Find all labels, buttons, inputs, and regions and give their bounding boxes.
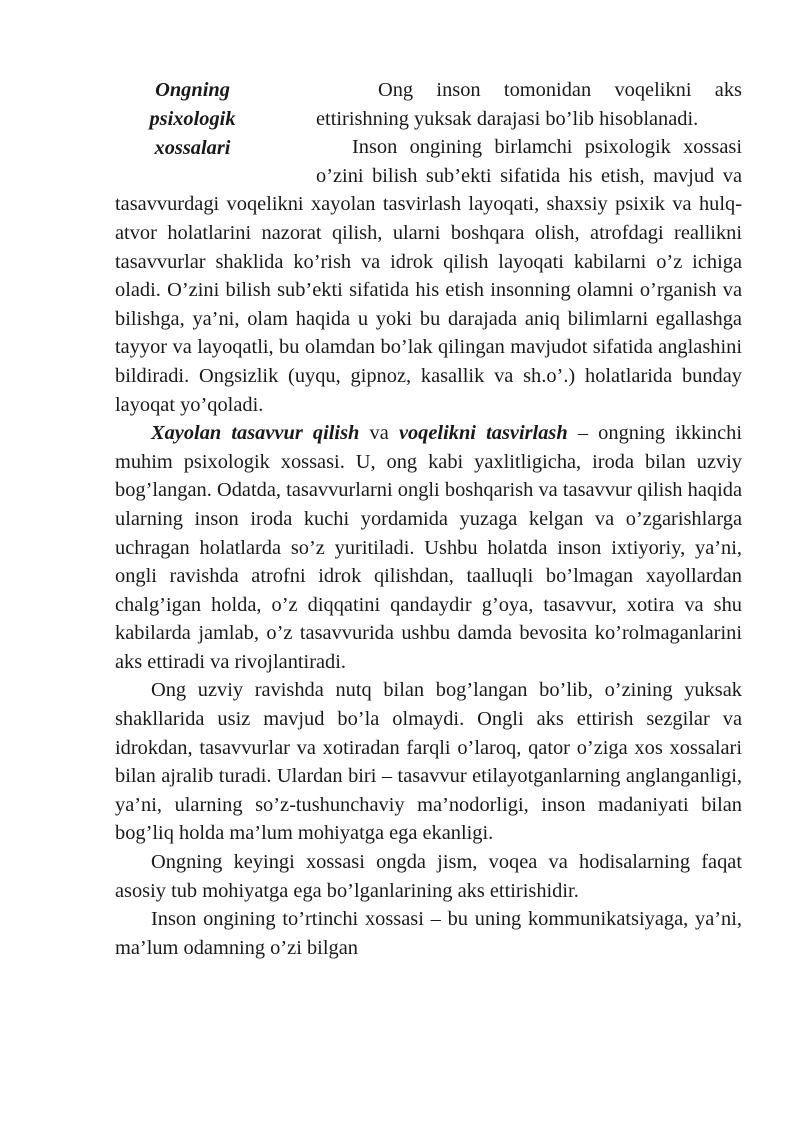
paragraph-second-property: [115, 419, 742, 676]
paragraph-speech-connection: Ong uzviy ravishda nutq bilan bog’langan bo’lib, o’zining yuksak shakllarida usiz mavjud bo’la olmaydi. Ongli aks ettirish sezgilar va idrokdan, tasavvurlar va xotiradan farqli o’laroq, qator o’ziga xos xossalari bilan ajralib turadi. Ulardan biri – tasavvur etilayotganlarning anglanganligi, ya’ni, ularning so’z-tushunchaviy ma’nodorligi, inson madaniyati bilan bog’liq holda ma’lum mohiyatga ega ekanligi.: [115, 679, 742, 845]
side-heading-line: xossalari: [154, 137, 231, 159]
paragraph-fourth-property: Inson ongining to’rtinchi xossasi – bu uning kommunikatsiyaga, ya’ni, ma’lum odamning o’zi bilgan: [115, 908, 742, 959]
paragraph-first-property: Inson ongining birlamchi psixologik xossasi o’zini bilish sub’ekti sifatida his etish, mavjud va tasavvurdagi voqelikni xayolan tasvirlash layoqati, shaxsiy psixik va hulq-atvor holatlarini nazorat qilish, ularni boshqara olish, atrofdagi reallikni tasavvurlar shaklida ko’rish va idrok qilish layoqati kabilarni o’z ichiga oladi. O’zini bilish sub’ekti sifatida his etish insonning olamni o’rganish va bilishga, ya’ni, olam haqida u yoki bu darajada aniq bilimlarni egallashga tayyor va layoqatli, bu olamdan bo’lak qilingan mavjudot sifatida anglashini bildiradi. Ongsizlik (uyqu, gipnoz, kasallik va sh.o’.) holatlarida bunday layoqat yo’qoladi.: [115, 136, 742, 416]
side-heading-line: Ongning: [155, 79, 230, 101]
term-xayolan-tasavvur: Xayolan tasavvur qilish: [151, 422, 360, 445]
document-page: [115, 76, 742, 962]
conjunction-text: va: [369, 422, 389, 445]
paragraph-ong-definition: Ong inson tomonidan voqelikni aks ettirishning yuksak darajasi bo’lib hisoblanadi.: [316, 79, 742, 130]
term-voqelikni-tasvirlash: voqelikni tasvirlash: [398, 422, 568, 445]
paragraph-text: – ongning ikkinchi muhim psixologik xossasi. U, ong kabi yaxlitligicha, iroda bilan uzviy bog’langan. Odatda, tasavvurlarni ongli boshqarish va tasavvur qilish haqida ularning inson iroda kuchi yordamida yuzaga kelgan va o’zgarishlarga uchragan holatlarda so’z yuritiladi. Ushbu holatda inson ixtiyoriy, ya’ni, ongli ravishda atrofni idrok qilishdan, taalluqli bo’lmagan xayollardan chalg’igan holda, o’z diqqatini qandaydir g’oya, tasavvur, xotira va shu kabilarda jamlab, o’z tasavvurida ushbu damda bevosita ko’rolmaganlarini aks ettiradi va rivojlantiradi.: [115, 422, 742, 673]
paragraph-next-property: Ongning keyingi xossasi ongda jism, voqea va hodisalarning faqat asosiy tub mohiyatga ega bo’lganlarining aks ettirishidir.: [115, 851, 742, 902]
side-heading: [115, 76, 270, 163]
side-heading-line: psixologik: [149, 108, 236, 130]
